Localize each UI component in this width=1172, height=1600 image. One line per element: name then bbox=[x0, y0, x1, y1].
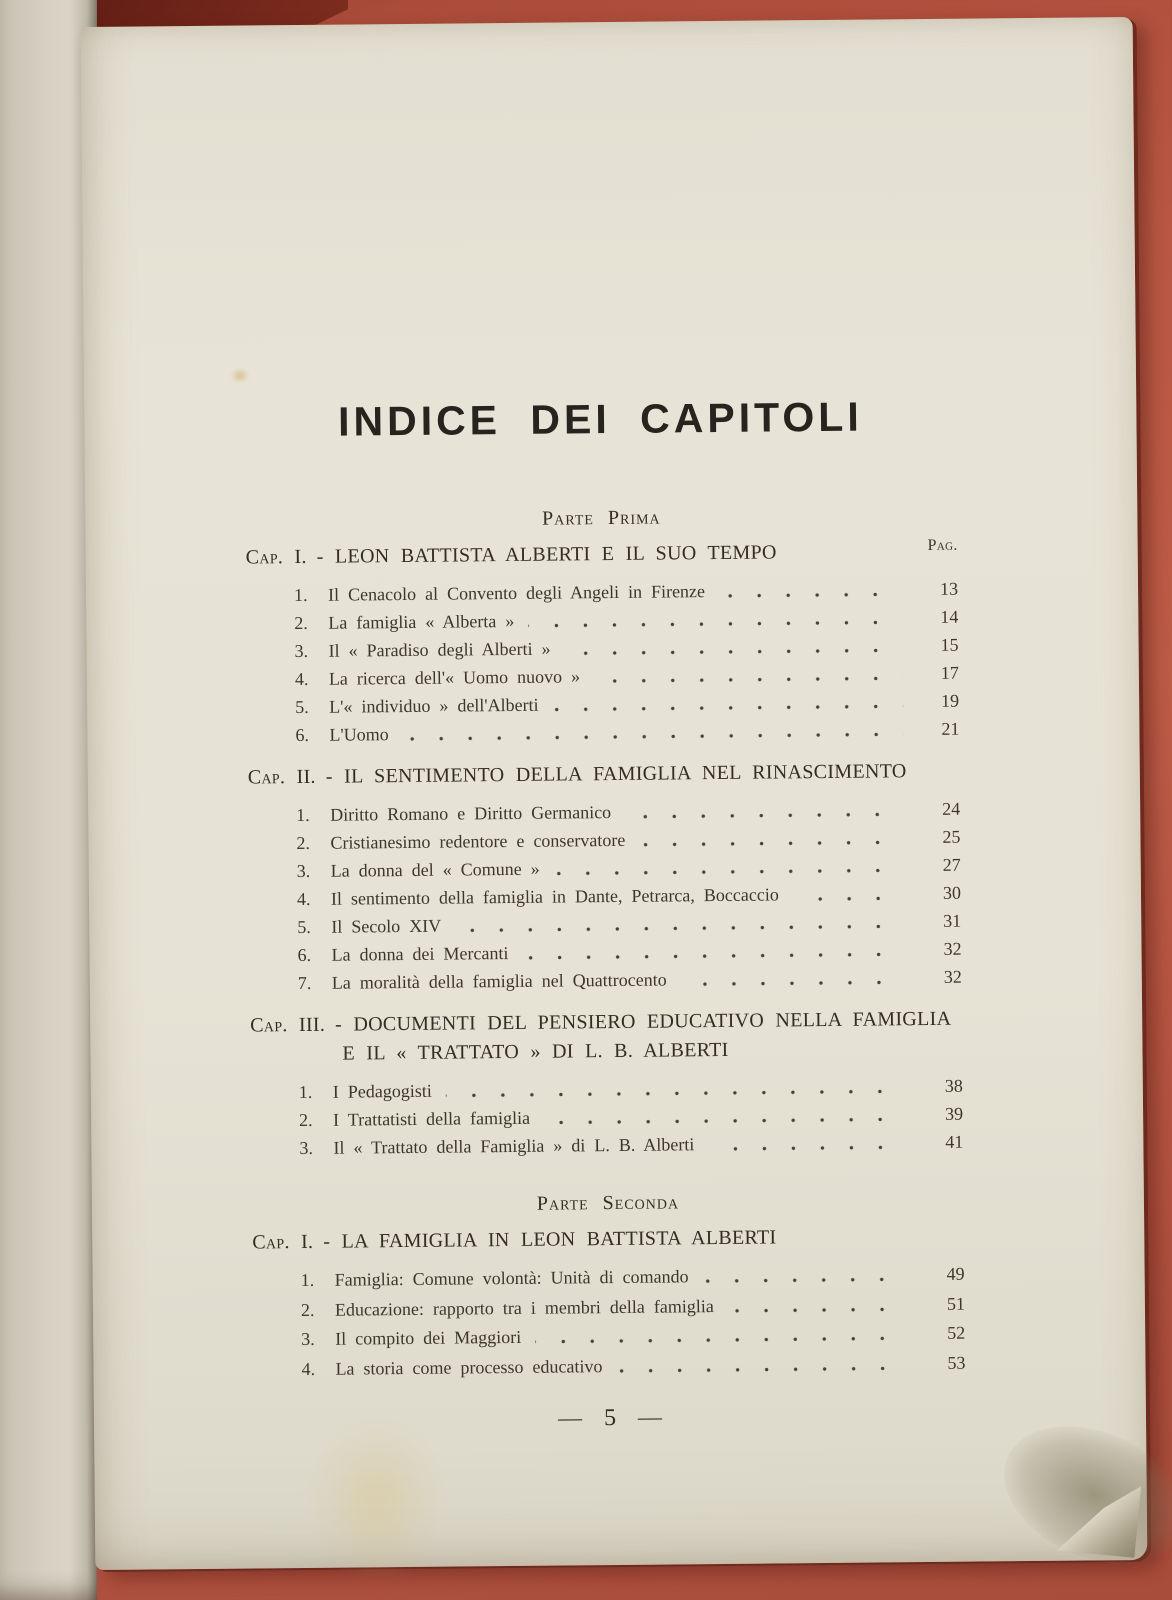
item-number: 1. bbox=[293, 584, 308, 606]
item-page-number: 41 bbox=[945, 1131, 964, 1152]
chapter-items bbox=[294, 579, 960, 746]
chapter-title-line2: E IL « TRATTATO » DI L. B. ALBERTI bbox=[342, 1038, 729, 1065]
item-page-number: 15 bbox=[940, 634, 959, 655]
toc-item bbox=[296, 799, 960, 826]
chapter-title: - DOCUMENTI DEL PENSIERO EDUCATIVO NELLA FAMIGLIA bbox=[335, 1007, 952, 1036]
toc-item bbox=[295, 691, 959, 718]
dot-leader bbox=[708, 1145, 907, 1151]
item-page-number: 32 bbox=[943, 966, 962, 987]
item-page-number: 53 bbox=[947, 1352, 966, 1373]
item-number: 1. bbox=[300, 1269, 315, 1291]
dot-leader bbox=[403, 732, 904, 741]
toc-item bbox=[301, 1352, 965, 1379]
toc-item bbox=[299, 1076, 963, 1103]
chapter-heading bbox=[248, 760, 960, 790]
chapter-label: Cap. I. bbox=[252, 1230, 314, 1254]
dot-leader bbox=[528, 620, 902, 628]
chapter-items bbox=[299, 1076, 964, 1159]
item-number: 4. bbox=[296, 888, 311, 910]
toc-item bbox=[295, 719, 959, 746]
dot-leader bbox=[455, 924, 905, 932]
item-title: Famiglia: Comune volontà: Unità di comando bbox=[334, 1266, 689, 1290]
dot-leader bbox=[625, 812, 904, 819]
toc-item bbox=[299, 1132, 963, 1159]
item-title: Il sentimento della famiglia in Dante, Petrarca, Boccaccio bbox=[330, 884, 779, 909]
item-title: I Trattatisti della famiglia bbox=[333, 1107, 531, 1130]
chapter-label: Cap. III. bbox=[250, 1013, 326, 1037]
item-page-number: 49 bbox=[946, 1263, 965, 1284]
chapter-heading bbox=[252, 1225, 964, 1255]
toc-item bbox=[298, 967, 962, 994]
chapter-label: Cap. I. bbox=[245, 545, 307, 569]
dot-leader bbox=[522, 952, 905, 960]
item-page-number: 13 bbox=[939, 578, 959, 599]
item-page-number: 17 bbox=[940, 662, 959, 683]
item-title: La famiglia « Alberta » bbox=[328, 610, 515, 633]
dot-leader bbox=[681, 980, 906, 986]
folio-page-number: — 5 — bbox=[557, 1404, 663, 1432]
item-page-number: 24 bbox=[942, 798, 961, 819]
item-number: 5. bbox=[295, 696, 309, 718]
toc-item bbox=[294, 579, 958, 606]
page-column-header: Pag. bbox=[927, 536, 958, 554]
toc-item bbox=[295, 635, 959, 662]
item-page-number: 31 bbox=[943, 910, 962, 931]
dot-leader bbox=[703, 1277, 909, 1283]
item-number: 3. bbox=[294, 640, 309, 662]
item-title: Il « Paradiso degli Alberti » bbox=[328, 638, 551, 661]
item-page-number: 27 bbox=[942, 854, 961, 875]
item-page-number: 38 bbox=[944, 1075, 963, 1096]
item-page-number: 52 bbox=[947, 1322, 966, 1343]
item-number: 4. bbox=[301, 1358, 316, 1379]
stain-large bbox=[306, 1414, 448, 1585]
item-page-number: 14 bbox=[940, 606, 959, 627]
item-number: 5. bbox=[297, 916, 311, 938]
item-number: 2. bbox=[300, 1299, 315, 1320]
part-heading: Parte Seconda bbox=[536, 1191, 680, 1215]
item-title: La storia come processo educativo bbox=[335, 1355, 603, 1379]
item-title: Il « Trattato della Famiglia » di L. B. Alberti bbox=[333, 1134, 695, 1158]
toc-item bbox=[299, 1104, 963, 1131]
item-title: L'« individuo » dell'Alberti bbox=[329, 694, 539, 717]
corner-smudge bbox=[983, 1400, 1172, 1590]
toc-item bbox=[301, 1264, 965, 1291]
item-page-number: 39 bbox=[944, 1103, 964, 1124]
dot-leader bbox=[554, 868, 905, 875]
toc-item bbox=[297, 855, 961, 882]
item-title: Il Cenacolo al Convento degli Angeli in Firenze bbox=[327, 581, 706, 605]
page-title: INDICE DEI CAPITOLI bbox=[337, 393, 863, 445]
item-number: 4. bbox=[294, 668, 309, 690]
toc-item bbox=[297, 939, 961, 966]
item-page-number: 25 bbox=[942, 826, 961, 847]
item-page-number: 21 bbox=[941, 718, 960, 739]
dot-leader bbox=[544, 1117, 907, 1124]
item-title: La moralità della famiglia nel Quattrocento bbox=[331, 969, 667, 993]
item-title: Il Secolo XIV bbox=[331, 915, 442, 937]
chapter-heading bbox=[245, 536, 958, 570]
dot-leader bbox=[793, 896, 905, 901]
dot-leader bbox=[535, 1336, 909, 1344]
toc-item bbox=[301, 1293, 965, 1320]
dot-leader bbox=[553, 704, 904, 711]
item-number: 2. bbox=[294, 612, 308, 634]
item-page-number: 19 bbox=[941, 690, 960, 711]
chapter-title: - IL SENTIMENTO DELLA FAMIGLIA NEL RINASCIMENTO bbox=[325, 760, 907, 788]
item-title: Il compito dei Maggiori bbox=[335, 1326, 522, 1349]
item-number: 1. bbox=[298, 1081, 313, 1103]
item-title: I Pedagogisti bbox=[332, 1080, 432, 1102]
dot-leader bbox=[639, 840, 904, 847]
chapter-items bbox=[301, 1264, 966, 1380]
book-page bbox=[81, 17, 1148, 1570]
item-number: 3. bbox=[296, 860, 311, 882]
item-title: La donna del « Comune » bbox=[330, 858, 540, 881]
item-title: La ricerca dell'« Uomo nuovo » bbox=[328, 666, 581, 689]
item-title: L'Uomo bbox=[329, 724, 389, 745]
chapter-heading bbox=[250, 1008, 962, 1038]
chapter-title: - LA FAMIGLIA IN LEON BATTISTA ALBERTI bbox=[323, 1226, 777, 1253]
chapter-label: Cap. II. bbox=[247, 765, 316, 789]
item-title: Educazione: rapporto tra i membri della famiglia bbox=[334, 1295, 714, 1320]
toc-item bbox=[294, 607, 958, 634]
item-number: 1. bbox=[296, 804, 310, 826]
item-number: 3. bbox=[299, 1137, 313, 1159]
item-number: 6. bbox=[297, 944, 312, 966]
table-of-contents bbox=[241, 19, 966, 1435]
item-number: 7. bbox=[297, 972, 312, 994]
item-number: 3. bbox=[301, 1328, 315, 1350]
item-page-number: 30 bbox=[942, 882, 962, 903]
toc-item bbox=[301, 1323, 965, 1350]
dot-leader bbox=[728, 1307, 909, 1313]
toc-item bbox=[296, 827, 960, 854]
item-title: La donna dei Mercanti bbox=[331, 943, 509, 965]
toc-item bbox=[297, 883, 961, 910]
item-title: Diritto Romano e Diritto Germanico bbox=[330, 802, 612, 825]
dot-leader bbox=[565, 648, 903, 655]
item-page-number: 32 bbox=[943, 938, 962, 959]
item-page-number: 51 bbox=[946, 1293, 966, 1314]
toc-item bbox=[295, 663, 959, 690]
dot-leader bbox=[594, 676, 903, 683]
dot-leader bbox=[719, 592, 902, 598]
dot-leader bbox=[616, 1366, 909, 1373]
dot-leader bbox=[446, 1089, 907, 1097]
chapter-title: - LEON BATTISTA ALBERTI E IL SUO TEMPO bbox=[316, 541, 777, 568]
item-number: 2. bbox=[299, 1109, 313, 1131]
item-title: Cristianesimo redentore e conservatore bbox=[330, 829, 626, 853]
chapter-items bbox=[296, 799, 962, 994]
item-number: 2. bbox=[296, 832, 311, 854]
part-heading: Parte Prima bbox=[541, 506, 661, 530]
toc-item bbox=[297, 911, 961, 938]
item-number: 6. bbox=[295, 724, 310, 746]
